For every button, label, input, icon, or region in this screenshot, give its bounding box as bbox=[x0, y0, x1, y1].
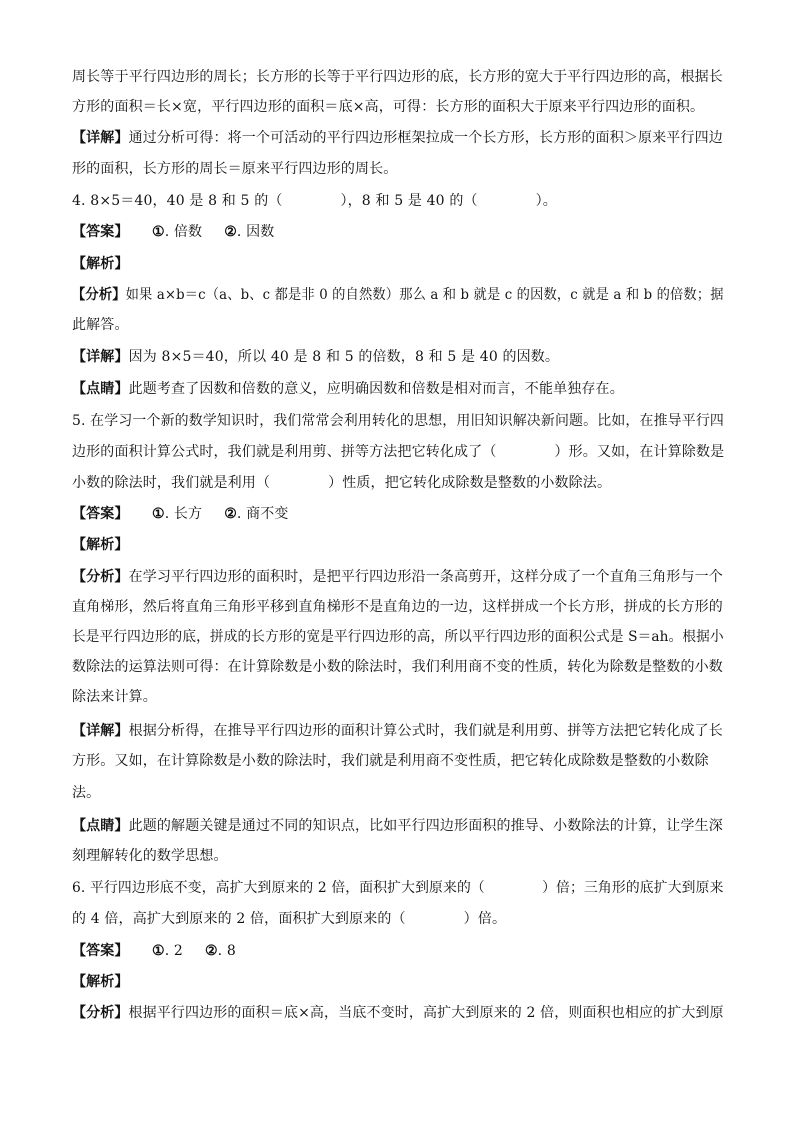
question-6-text: ）倍。 bbox=[463, 911, 507, 927]
answer-value: . 长方 bbox=[164, 506, 203, 522]
text-line: 法。 bbox=[72, 785, 101, 801]
question-5-line bbox=[72, 442, 724, 462]
answer-value: . 倍数 bbox=[164, 224, 203, 240]
question-5-line bbox=[72, 473, 611, 493]
summary-text: 此题的解题关键是通过不同的知识点，比如平行四边形面积的推导、小数除法的计算，让学生深 bbox=[128, 818, 723, 834]
question-6-line bbox=[72, 878, 724, 898]
text-line: 刻理解转化的数学思想。 bbox=[72, 848, 228, 864]
detail-tag: 【详解】 bbox=[72, 130, 129, 146]
analysis-label: 【分析】 bbox=[72, 1005, 129, 1021]
detail-tag: 【详解】 bbox=[72, 723, 129, 739]
answer-tag: 【答案】 bbox=[72, 506, 129, 522]
analysis-heading bbox=[72, 535, 129, 555]
answer-value: . 因数 bbox=[236, 224, 275, 240]
analysis-line bbox=[72, 567, 723, 587]
detail-line bbox=[72, 721, 723, 741]
question-6-line bbox=[72, 909, 506, 929]
analysis-text: 如果 a×b＝c（a、b、c 都是非 0 的自然数）那么 a 和 b 就是 c 的因数，c 就是 a 和 b 的倍数；据 bbox=[125, 287, 724, 303]
question-6-text: 的 4 倍，高扩大到原来的 2 倍，面积扩大到原来的（ bbox=[72, 911, 406, 927]
text-line: 长是平行四边形的底，拼成的长方形的宽是平行四边形的高，所以平行四边形的面积公式是 S＝ah。根据小 bbox=[72, 629, 724, 645]
answer-value: . 2 bbox=[164, 943, 183, 959]
question-5-text: ）形。又如，在计算除数是 bbox=[554, 444, 725, 460]
analysis-tag: 【解析】 bbox=[72, 537, 129, 553]
summary-tag: 【点睛】 bbox=[72, 381, 129, 397]
text-line: 此解答。 bbox=[72, 317, 129, 333]
analysis-tag: 【解析】 bbox=[72, 974, 129, 990]
text-line: 形的面积，长方形的周长＝原来平行四边形的周长。 bbox=[72, 161, 398, 177]
answer-number: ② bbox=[204, 943, 218, 959]
analysis-line bbox=[72, 285, 724, 305]
answer-tag: 【答案】 bbox=[72, 224, 129, 240]
analysis-heading bbox=[72, 254, 129, 274]
analysis-line bbox=[72, 1003, 724, 1023]
analysis-tag: 【解析】 bbox=[72, 256, 129, 272]
answer-number: ① bbox=[152, 224, 165, 240]
detail-line bbox=[72, 128, 723, 148]
text-line: 周长等于平行四边形的周长；长方形的长等于平行四边形的底，长方形的宽大于平行四边形的高，根据长 bbox=[72, 69, 723, 85]
analysis-label: 【分析】 bbox=[72, 287, 126, 303]
summary-line bbox=[72, 816, 723, 836]
answer-line-5 bbox=[72, 504, 311, 524]
question-6-text: ）倍；三角形的底扩大到原来 bbox=[542, 880, 724, 896]
summary-line bbox=[72, 379, 624, 399]
detail-tag: 【详解】 bbox=[72, 349, 129, 365]
summary-tag: 【点睛】 bbox=[72, 818, 129, 834]
summary-text: 此题考查了因数和倍数的意义，应明确因数和倍数是相对而言，不能单独存在。 bbox=[128, 381, 624, 397]
question-4-text-c: ）。 bbox=[535, 193, 557, 209]
analysis-text: 在学习平行四边形的面积时，是把平行四边形沿一条高剪开，这样分成了一个直角三角形与一个 bbox=[128, 569, 723, 585]
detail-text: 因为 8×5＝40，所以 40 是 8 和 5 的倍数，8 和 5 是 40 的因数。 bbox=[128, 349, 560, 365]
detail-line bbox=[72, 347, 559, 367]
question-6-text: 6. 平行四边形底不变，高扩大到原来的 2 倍，面积扩大到原来的（ bbox=[72, 880, 485, 896]
question-4-text-a: 4. 8×5＝40，40 是 8 和 5 的（ bbox=[72, 193, 283, 209]
answer-tag: 【答案】 bbox=[72, 943, 129, 959]
answer-line-6 bbox=[72, 941, 258, 961]
analysis-text: 根据平行四边形的面积＝底×高，当底不变时，高扩大到原来的 2 倍，则面积也相应的扩大到原 bbox=[128, 1005, 724, 1021]
question-5-text: 边形的面积计算公式时，我们就是利用剪、拼等方法把它转化成了（ bbox=[72, 444, 497, 460]
text-line: 方形的面积＝长×宽，平行四边形的面积＝底×高，可得：长方形的面积大于原来平行四边形的面积。 bbox=[72, 99, 705, 115]
answer-line-4 bbox=[72, 222, 296, 242]
analysis-label: 【分析】 bbox=[72, 569, 129, 585]
detail-text: 根据分析得，在推导平行四边形的面积计算公式时，我们就是利用剪、拼等方法把它转化成了长 bbox=[128, 723, 723, 739]
answer-value: . 8 bbox=[217, 943, 236, 959]
text-line: 数除法的运算法则可得：在计算除数是小数的除法时，我们利用商不变的性质，转化为除数是整数的小数 bbox=[72, 659, 723, 675]
question-4-text-b: ），8 和 5 是 40 的（ bbox=[340, 193, 478, 209]
detail-text: 通过分析可得：将一个可活动的平行四边形框架拉成一个长方形，长方形的面积＞原来平行四边 bbox=[128, 130, 723, 146]
question-4 bbox=[72, 191, 557, 211]
answer-number: ① bbox=[152, 506, 165, 522]
answer-number: ② bbox=[224, 506, 237, 522]
text-line: 直角梯形，然后将直角三角形平移到直角梯形不是直角边的一边，这样拼成一个长方形，拼成的长方形的 bbox=[72, 599, 723, 615]
question-5-text: ）性质，把它转化成除数是整数的小数除法。 bbox=[328, 475, 612, 491]
question-5-text: 小数的除法时，我们就是利用（ bbox=[72, 475, 271, 491]
answer-number: ② bbox=[224, 224, 237, 240]
text-line: 除法来计算。 bbox=[72, 689, 157, 705]
answer-number: ① bbox=[152, 943, 165, 959]
analysis-heading bbox=[72, 972, 129, 992]
text-line: 方形。又如，在计算除数是小数的除法时，我们就是利用商不变性质，把它转化成除数是整数的小数除 bbox=[72, 753, 709, 769]
question-5-line: 5. 在学习一个新的数学知识时，我们常常会利用转化的思想，用旧知识解决新问题。比如，在推导平行四 bbox=[72, 413, 725, 429]
answer-value: . 商不变 bbox=[236, 506, 289, 522]
